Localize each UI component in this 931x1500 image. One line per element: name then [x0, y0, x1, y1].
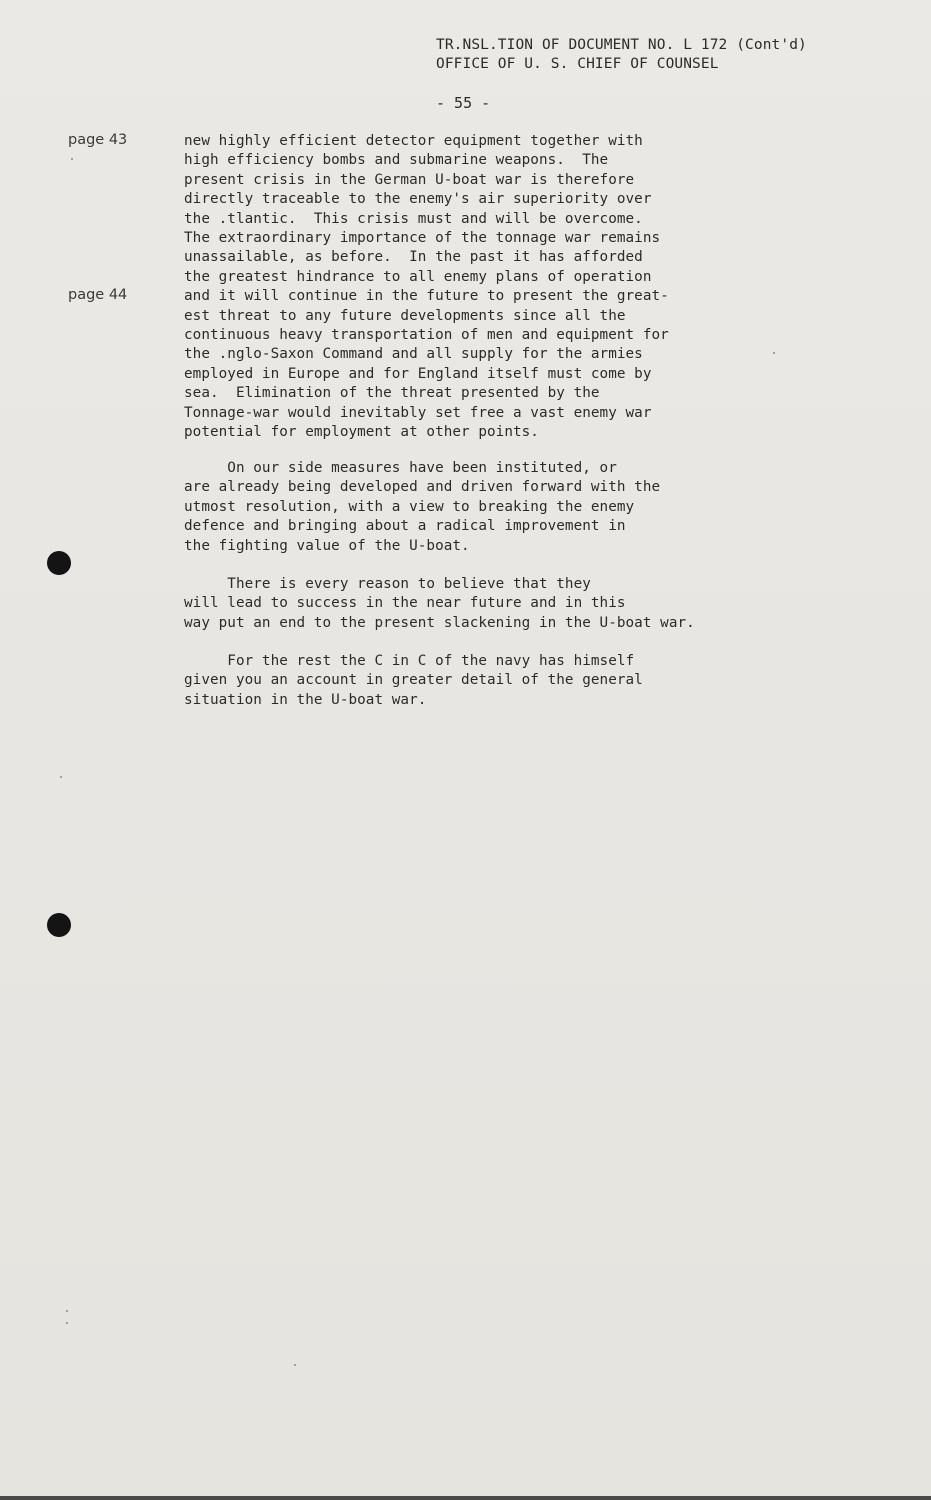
- paragraph-line: given you an account in greater detail of the general: [184, 672, 643, 689]
- paragraph-line: employed in Europe and for England itself must come by: [184, 365, 652, 382]
- paragraph-line: situation in the U-boat war.: [184, 691, 427, 708]
- scan-speck: [773, 352, 775, 354]
- paragraph-line: sea. Elimination of the threat presented by the: [184, 385, 600, 402]
- paragraph-line: On our side measures have been instituted, or: [184, 460, 617, 476]
- punch-hole-icon: [47, 551, 71, 575]
- scan-speck: [66, 1310, 68, 1312]
- header-title-line: TR.NSL.TION OF DOCUMENT NO. L 172 (Cont'd): [436, 37, 807, 53]
- paragraph-line: Tonnage-war would inevitably set free a vast enemy war: [184, 404, 652, 421]
- scan-speck: [66, 1322, 68, 1324]
- paragraph-line: the .nglo-Saxon Command and all supply for the armies: [184, 346, 643, 363]
- header-office-line: OFFICE OF U. S. CHIEF OF COUNSEL: [436, 56, 719, 72]
- paragraph-line: and it will continue in the future to present the great-: [184, 288, 669, 305]
- paragraph-line: potential for employment at other points.: [184, 424, 539, 440]
- paragraph-line: The extraordinary importance of the tonnage war remains: [184, 230, 661, 246]
- margin-note-page-44: page 44: [68, 287, 128, 303]
- paragraph-line: There is every reason to believe that they: [184, 576, 591, 592]
- paragraph-line: way put an end to the present slackening in the U-boat war.: [184, 614, 695, 631]
- document-header: [436, 36, 807, 74]
- scan-speck: [71, 158, 73, 160]
- paragraph-line: utmost resolution, with a view to breaking the enemy: [184, 498, 635, 515]
- paragraph-line: For the rest the C in C of the navy has himself: [184, 653, 635, 669]
- paragraph-line: new highly efficient detector equipment together with: [184, 133, 643, 149]
- paragraph-line: present crisis in the German U-boat war is therefore: [184, 171, 635, 188]
- paragraph-line: defence and bringing about a radical improvement in: [184, 518, 626, 535]
- paragraph-line: the .tlantic. This crisis must and will be overcome.: [184, 210, 643, 227]
- paragraph-line: the fighting value of the U-boat.: [184, 537, 470, 554]
- paragraph-line: directly traceable to the enemy's air superiority over: [184, 191, 652, 208]
- scan-bottom-edge: [0, 1496, 931, 1500]
- scan-speck: [60, 776, 62, 778]
- paragraph-line: will lead to success in the near future and in this: [184, 595, 626, 612]
- paragraph-line: unassailable, as before. In the past it has afforded: [184, 249, 643, 266]
- margin-note-page-43: page 43: [68, 132, 128, 148]
- paragraph-line: est threat to any future developments since all the: [184, 307, 626, 324]
- paragraph-line: continuous heavy transportation of men and equipment for: [184, 327, 669, 343]
- paragraph-line: are already being developed and driven forward with the: [184, 479, 661, 496]
- punch-hole-icon: [47, 913, 71, 937]
- page-number: - 55 -: [436, 94, 491, 112]
- scan-speck: [294, 1364, 296, 1366]
- paragraph-line: the greatest hindrance to all enemy plans of operation: [184, 268, 652, 285]
- paragraph-line: high efficiency bombs and submarine weapons. The: [184, 152, 609, 169]
